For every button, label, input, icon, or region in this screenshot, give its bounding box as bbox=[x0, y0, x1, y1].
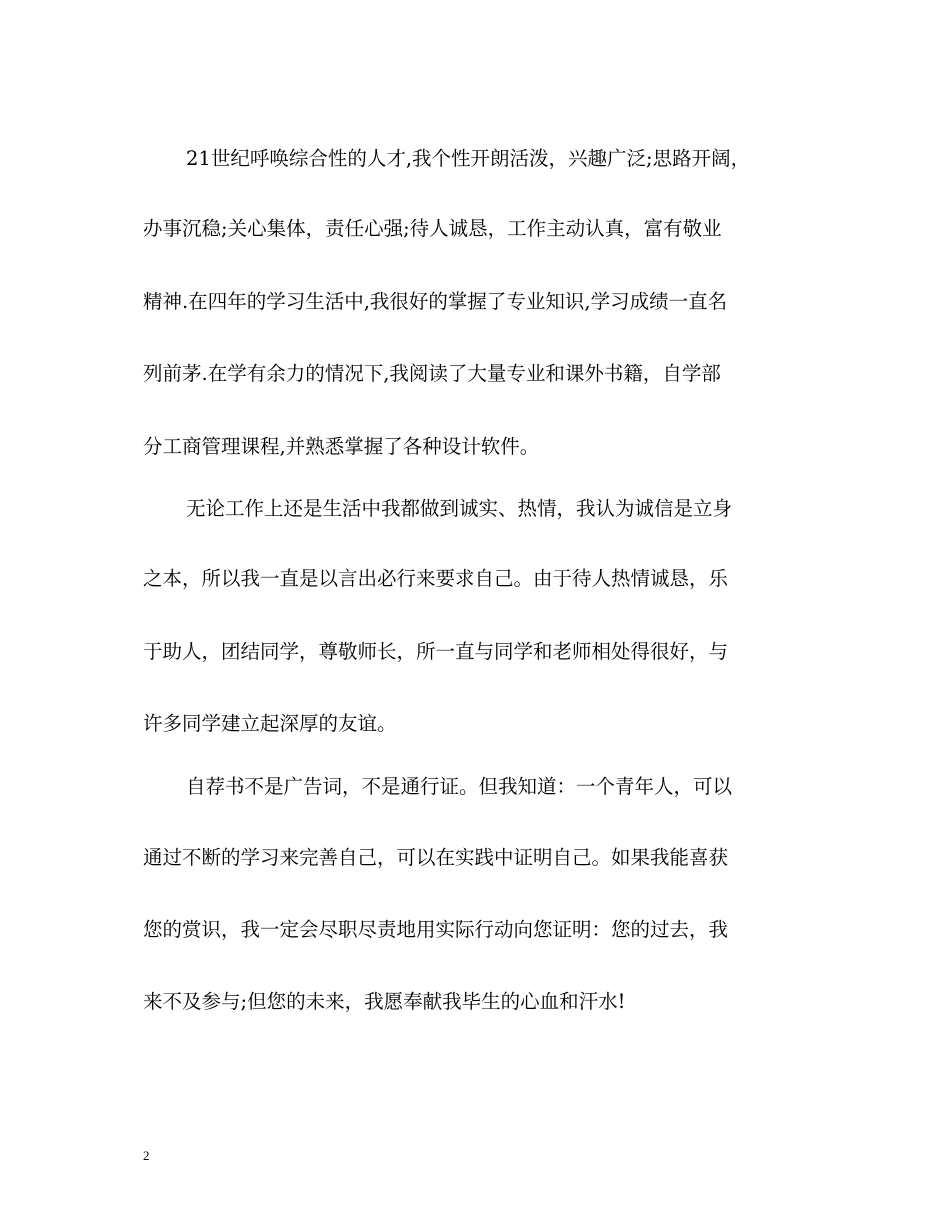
paragraph-1-line-3: 精神.在四年的学习生活中,我很好的掌握了专业知识,学习成绩一直名 bbox=[143, 290, 728, 313]
paragraph-3-line-2: 通过不断的学习来完善自己，可以在实践中证明自己。如果我能喜获 bbox=[143, 846, 729, 869]
paragraph-1-line-4: 列前茅.在学有余力的情况下,我阅读了大量专业和课外书籍，自学部 bbox=[143, 362, 721, 385]
paragraph-2-line-1: 无论工作上还是生活中我都做到诚实、热情，我认为诚信是立身 bbox=[186, 497, 733, 520]
paragraph-3-line-3: 您的赏识，我一定会尽职尽责地用实际行动向您证明：您的过去，我 bbox=[143, 918, 729, 941]
paragraph-1-line-1: 21世纪呼唤综合性的人才,我个性开朗活泼，兴趣广泛;思路开阔， bbox=[186, 147, 751, 170]
paragraph-2-line-3: 于助人，团结同学，尊敬师长，所一直与同学和老师相处得很好，与 bbox=[143, 640, 729, 663]
page-number: 2 bbox=[143, 1148, 150, 1163]
paragraph-2-line-2: 之本，所以我一直是以言出必行来要求自己。由于待人热情诚恳，乐 bbox=[143, 567, 729, 590]
paragraph-1-line-5: 分工商管理课程,并熟悉掌握了各种设计软件。 bbox=[143, 435, 540, 458]
paragraph-1-line-2: 办事沉稳;关心集体，责任心强;待人诚恳，工作主动认真，富有敬业 bbox=[143, 217, 722, 240]
paragraph-3-line-1: 自荐书不是广告词，不是通行证。但我知道：一个青年人，可以 bbox=[186, 775, 733, 798]
paragraph-3-line-4: 来不及参与;但您的未来，我愿奉献我毕生的心血和汗水! bbox=[143, 990, 626, 1013]
paragraph-2-line-4: 许多同学建立起深厚的友谊。 bbox=[143, 712, 397, 735]
